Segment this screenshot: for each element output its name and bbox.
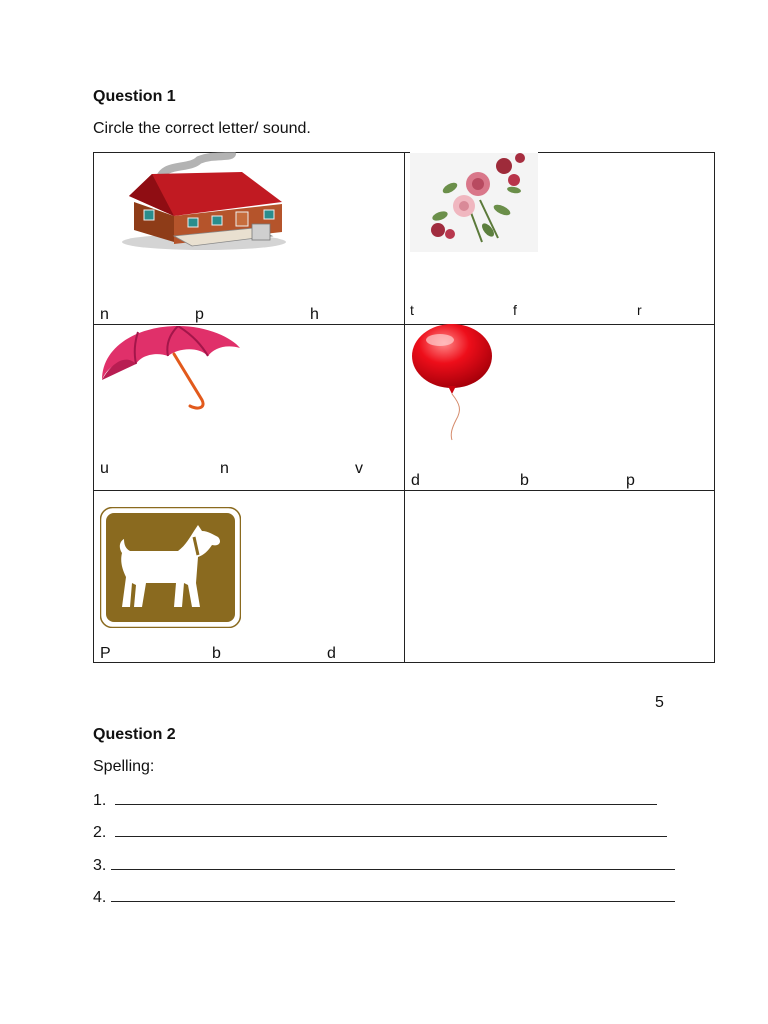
cell-5-letter-2[interactable]: b — [212, 645, 221, 662]
house-icon — [104, 152, 288, 252]
cell-3-letter-2[interactable]: n — [220, 460, 229, 477]
cell-1-letter-3[interactable]: h — [310, 306, 319, 323]
spelling-line-3[interactable] — [93, 855, 675, 875]
table-divider-row-1 — [93, 324, 715, 325]
spelling-line-2-number: 2. — [93, 824, 107, 841]
cell-1-letter-2[interactable]: p — [195, 306, 204, 323]
spelling-line-4-blank[interactable] — [111, 887, 675, 902]
cell-5-letter-1[interactable]: P — [100, 645, 111, 662]
table-divider-vertical — [404, 152, 405, 663]
cell-4-letter-2[interactable]: b — [520, 472, 529, 489]
spelling-line-4-number: 4. — [93, 889, 107, 906]
cell-2-letter-2[interactable]: f — [513, 302, 517, 318]
question-1-marks: 5 — [655, 694, 664, 711]
question-1-heading: Question 1 — [93, 88, 176, 105]
question-2-heading: Question 2 — [93, 726, 176, 743]
dog-sign-icon — [100, 507, 241, 628]
cell-2-letter-3[interactable]: r — [637, 302, 642, 318]
cell-5-letter-3[interactable]: d — [327, 645, 336, 662]
spelling-line-1-number: 1. — [93, 792, 107, 809]
spelling-line-1-blank[interactable] — [115, 790, 657, 805]
spelling-line-3-number: 3. — [93, 857, 107, 874]
spelling-line-2[interactable] — [93, 822, 667, 842]
spelling-line-1[interactable] — [93, 790, 657, 810]
question-1-instruction: Circle the correct letter/ sound. — [93, 120, 311, 137]
cell-2-letter-1[interactable]: t — [410, 302, 414, 318]
cell-3-letter-3[interactable]: v — [355, 460, 363, 477]
spelling-line-3-blank[interactable] — [111, 855, 675, 870]
spelling-line-2-blank[interactable] — [115, 822, 667, 837]
cell-3-letter-1[interactable]: u — [100, 460, 109, 477]
table-divider-row-2 — [93, 490, 715, 491]
umbrella-icon — [98, 326, 244, 412]
balloon-icon — [410, 324, 500, 442]
question-2-instruction: Spelling: — [93, 758, 155, 775]
cell-4-letter-3[interactable]: p — [626, 472, 635, 489]
cell-4-letter-1[interactable]: d — [411, 472, 420, 489]
rose-bouquet-icon — [410, 150, 538, 252]
spelling-line-4[interactable] — [93, 887, 675, 907]
cell-1-letter-1[interactable]: n — [100, 306, 109, 323]
